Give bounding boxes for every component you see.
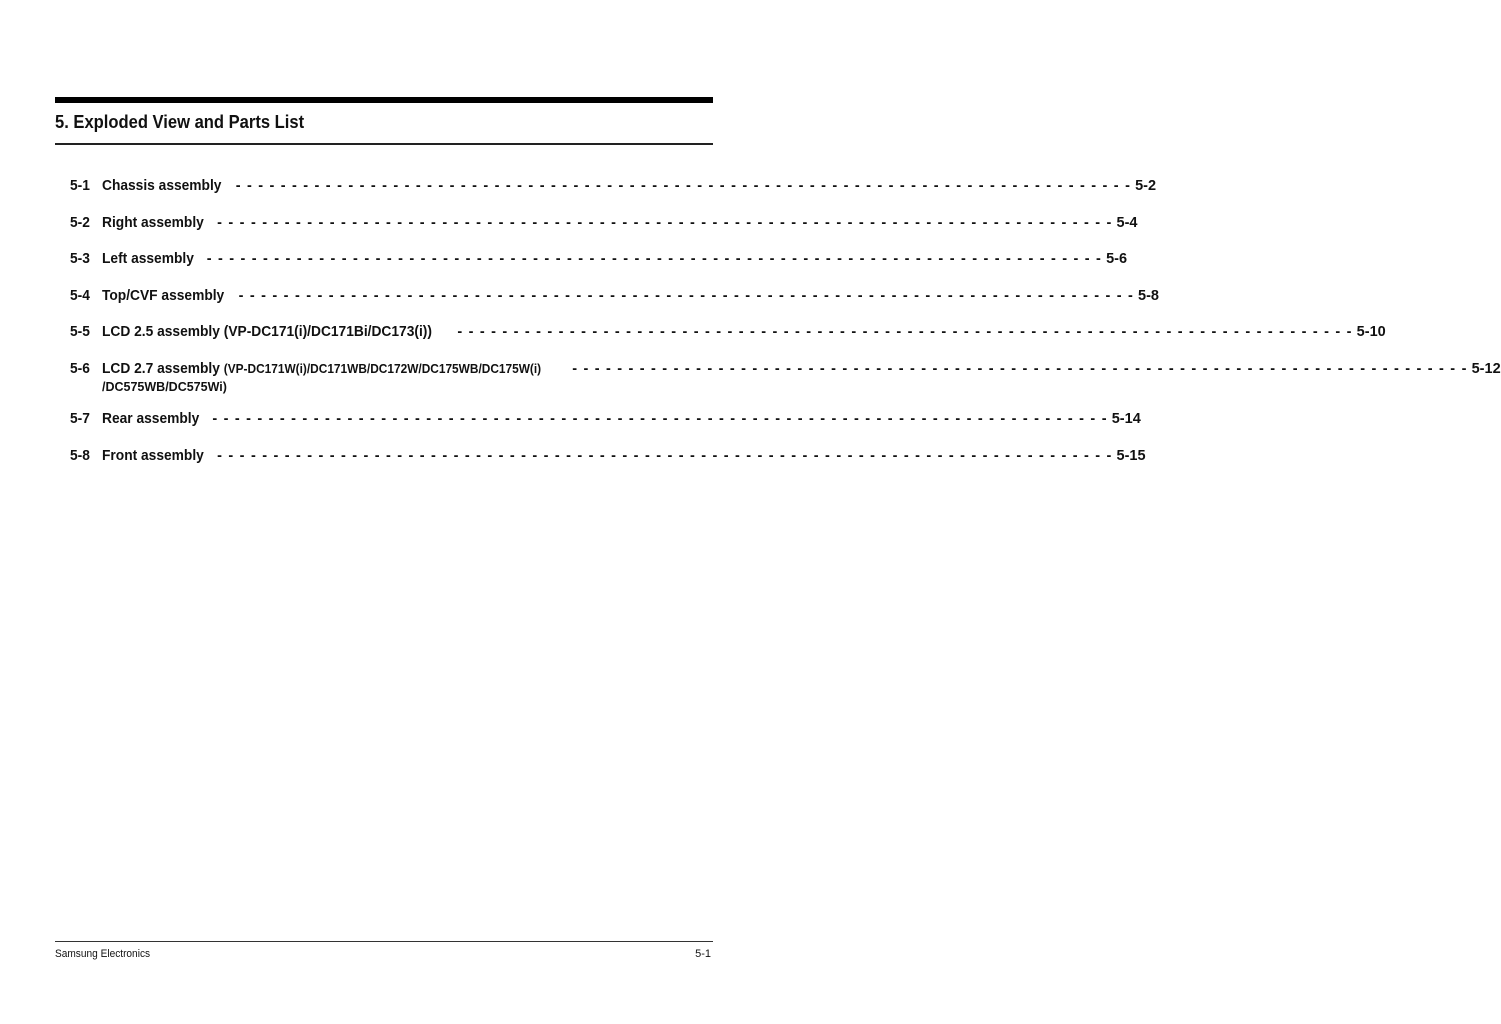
- toc-entry-number: 5-1: [70, 178, 90, 194]
- toc-entry-label: Front assembly: [102, 447, 204, 464]
- toc-dot-leader: - - - - - - - - - - - - - - - - - - - - - - - - - - - - - - - - - - - - - - - - - - - - - - - - - - - - - - - - - - - - - - - - - - - - - - - - - - - - - - - -: [457, 324, 1353, 340]
- page-title: 5. Exploded View and Parts List: [55, 112, 305, 132]
- toc-dot-leader: - - - - - - - - - - - - - - - - - - - - - - - - - - - - - - - - - - - - - - - - - - - - - - - - - - - - - - - - - - - - - - - - - - - - - - - - - - - - - - - -: [212, 411, 1108, 427]
- toc-entry-label: [102, 358, 541, 380]
- toc-entry-page: 5-4: [1116, 214, 1138, 231]
- toc-entry-continuation: /DC575WB/DC575Wi): [102, 379, 227, 394]
- toc-entry[interactable]: [70, 358, 1501, 394]
- toc-entry-page: 5-14: [1111, 411, 1141, 427]
- toc-entry[interactable]: [70, 408, 1141, 430]
- toc-entry[interactable]: [70, 175, 1157, 197]
- toc-entry-page: 5-15: [1116, 447, 1146, 464]
- toc-dot-leader: - - - - - - - - - - - - - - - - - - - - - - - - - - - - - - - - - - - - - - - - - - - - - - - - - - - - - - - - - - - - - - - - - - - - - - - - - - - - - - - -: [238, 287, 1135, 304]
- toc-entry-number: 5-3: [70, 251, 90, 267]
- toc-entry-page: 5-10: [1356, 324, 1386, 340]
- toc-entry-model-list: (VP-DC171W(i)/DC171WB/DC172W/DC175WB/DC175W(i): [223, 361, 542, 376]
- toc-entry-page: 5-8: [1138, 287, 1159, 304]
- footer-company: Samsung Electronics: [55, 948, 151, 960]
- toc-dot-leader: - - - - - - - - - - - - - - - - - - - - - - - - - - - - - - - - - - - - - - - - - - - - - - - - - - - - - - - - - - - - - - - - - - - - - - - - - - - - - - - -: [235, 178, 1132, 194]
- toc-dot-leader: - - - - - - - - - - - - - - - - - - - - - - - - - - - - - - - - - - - - - - - - - - - - - - - - - - - - - - - - - - - - - - - - - - - - - - - - - - - - - - - -: [206, 251, 1103, 267]
- toc-entry[interactable]: [70, 212, 1138, 234]
- toc-entry-label: Left assembly: [102, 251, 194, 267]
- toc-entry-label: Right assembly: [102, 214, 204, 231]
- toc-entry[interactable]: [70, 321, 1386, 343]
- toc-entry-number: 5-4: [70, 287, 90, 304]
- toc-dot-leader: - - - - - - - - - - - - - - - - - - - - - - - - - - - - - - - - - - - - - - - - - - - - - - - - - - - - - - - - - - - - - - - - - - - - - - - - - - - - - - - -: [217, 214, 1113, 231]
- title-underline-rule: [55, 143, 713, 145]
- toc-entry-label: Rear assembly: [102, 411, 200, 427]
- toc-dot-leader: - - - - - - - - - - - - - - - - - - - - - - - - - - - - - - - - - - - - - - - - - - - - - - - - - - - - - - - - - - - - - - - - - - - - - - - - - - - - - - - -: [572, 360, 1468, 377]
- table-of-contents: [70, 175, 1501, 467]
- toc-entry-number: 5-6: [70, 360, 90, 377]
- toc-entry-page: 5-2: [1135, 178, 1157, 194]
- toc-entry[interactable]: [70, 248, 1128, 270]
- toc-entry-number: 5-2: [70, 214, 90, 231]
- toc-entry-label: LCD 2.5 assembly (VP-DC171(i)/DC171Bi/DC173(i)): [102, 324, 432, 340]
- footer-rule: [55, 941, 713, 942]
- toc-dot-leader: - - - - - - - - - - - - - - - - - - - - - - - - - - - - - - - - - - - - - - - - - - - - - - - - - - - - - - - - - - - - - - - - - - - - - - - - - - - - - - - -: [217, 447, 1113, 464]
- footer-page-number: 5-1: [695, 948, 711, 960]
- top-heavy-rule: [55, 97, 713, 103]
- toc-entry-number: 5-5: [70, 324, 90, 340]
- toc-entry-number: 5-8: [70, 447, 90, 464]
- toc-entry-label: Chassis assembly: [102, 178, 222, 194]
- toc-entry[interactable]: [70, 285, 1159, 307]
- toc-entry-number: 5-7: [70, 411, 90, 427]
- toc-entry-label: Top/CVF assembly: [102, 287, 225, 304]
- toc-entry[interactable]: [70, 445, 1146, 467]
- toc-entry-page: 5-12: [1471, 360, 1501, 377]
- toc-entry-page: 5-6: [1106, 251, 1128, 267]
- toc-entry-label-text: LCD 2.7 assembly: [102, 360, 220, 377]
